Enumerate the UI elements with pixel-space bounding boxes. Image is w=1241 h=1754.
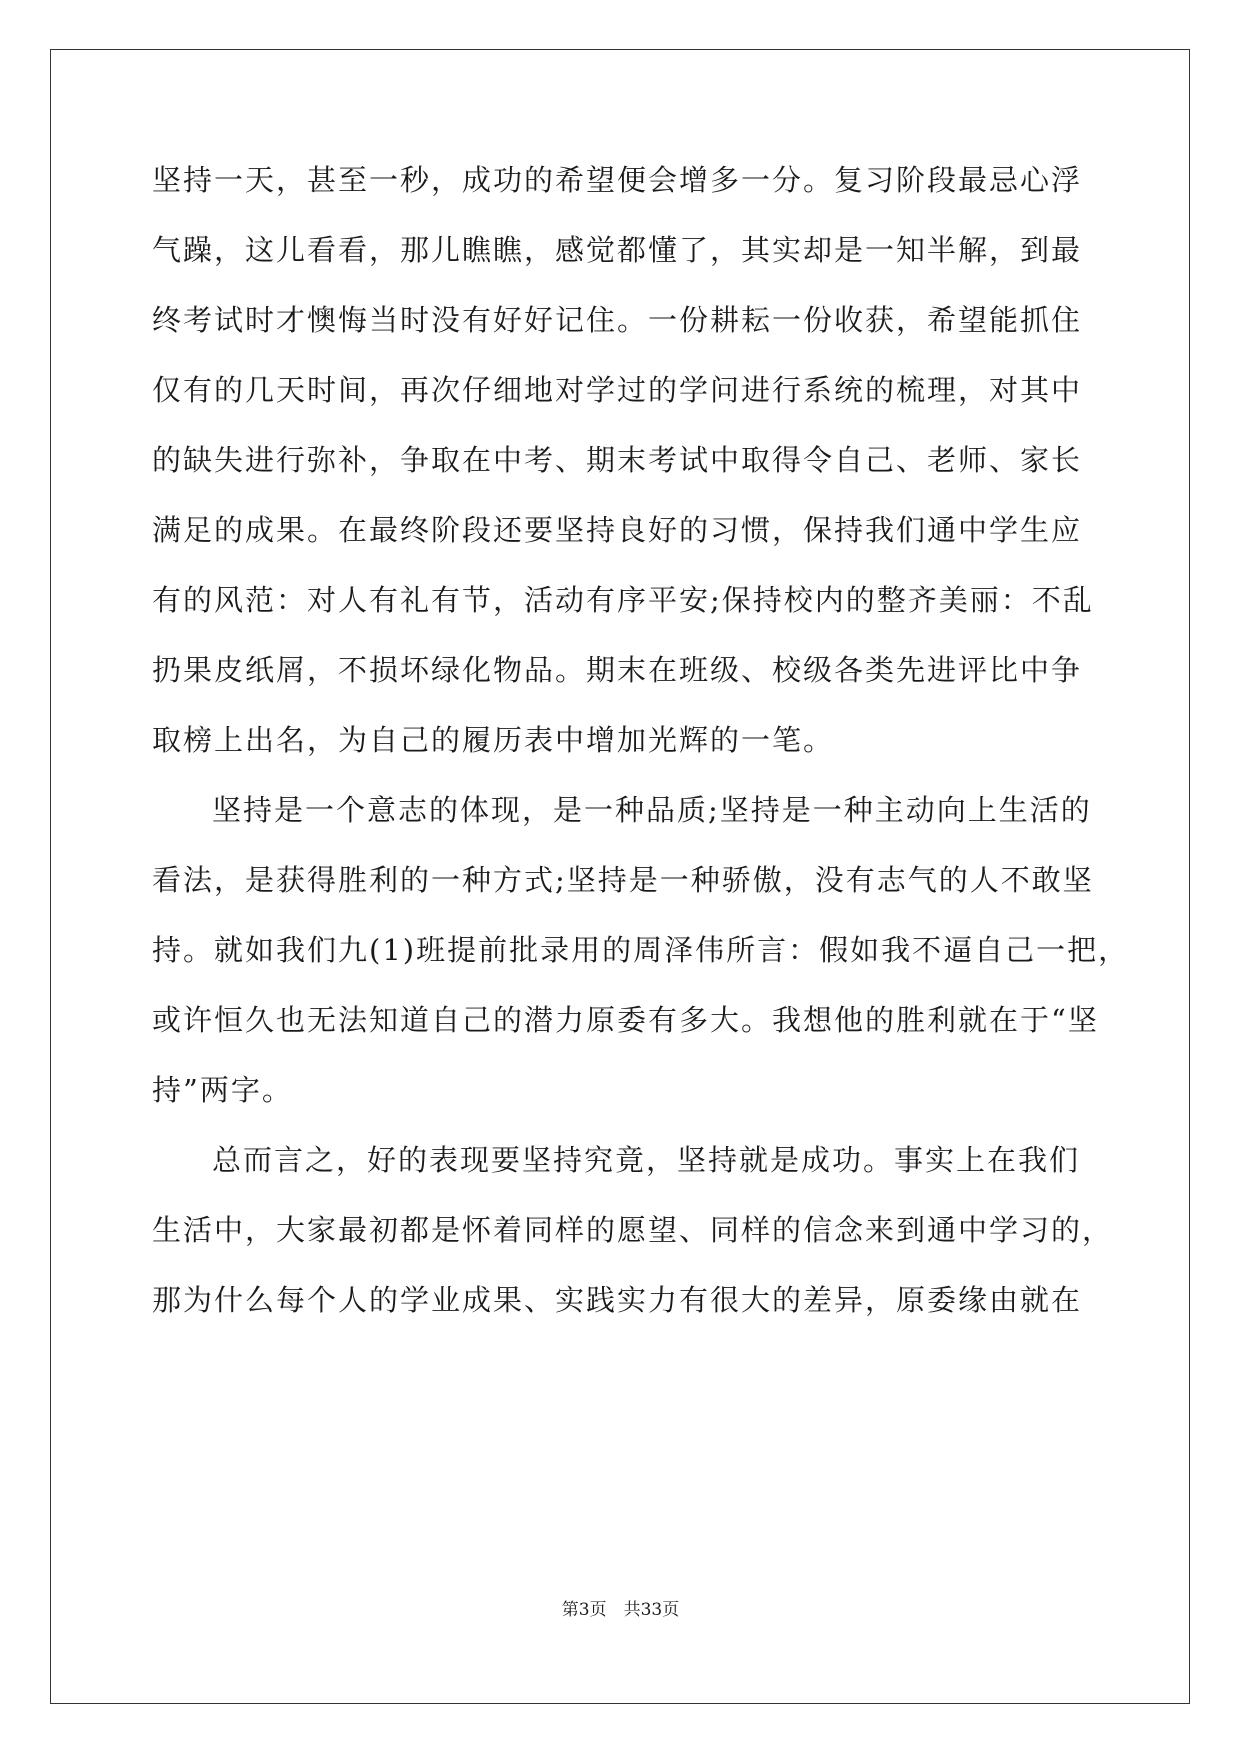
text-line: 持”两字。 (152, 1073, 293, 1107)
text-line: 满足的成果。在最终阶段还要坚持良好的习惯，保持我们通中学生应 (152, 513, 1083, 547)
paragraph-first-line: 坚持是一个意志的体现，是一种品质;坚持是一种主动向上生活的 (212, 793, 1092, 827)
page-number: 第3页 共33页 (561, 1600, 680, 1620)
text-line: 那为什么每个人的学业成果、实践实力有很大的差异，原委缘由就在 (152, 1283, 1083, 1317)
text-line: 生活中，大家最初都是怀着同样的愿望、同样的信念来到通中学习的， (152, 1213, 1114, 1247)
text-line: 终考试时才懊悔当时没有好好记住。一份耕耘一份收获，希望能抓住 (152, 303, 1083, 337)
text-line: 坚持一天，甚至一秒，成功的希望便会增多一分。复习阶段最忌心浮 (152, 163, 1083, 197)
text-line: 的缺失进行弥补，争取在中考、期末考试中取得令自己、老师、家长 (152, 443, 1083, 477)
paragraph-first-line: 总而言之，好的表现要坚持究竟，坚持就是成功。事实上在我们 (212, 1143, 1081, 1177)
text-line: 气躁，这儿看看，那儿瞧瞧，感觉都懂了，其实却是一知半解，到最 (152, 233, 1083, 267)
text-line: 扔果皮纸屑，不损坏绿化物品。期末在班级、校级各类先进评比中争 (152, 653, 1083, 687)
text-line: 或许恒久也无法知道自己的潜力原委有多大。我想他的胜利就在于“坚 (152, 1003, 1099, 1037)
text-line: 取榜上出名，为自己的履历表中增加光辉的一笔。 (152, 723, 835, 757)
text-line: 仅有的几天时间，再次仔细地对学过的学问进行系统的梳理，对其中 (152, 373, 1083, 407)
text-line: 有的风范：对人有礼有节，活动有序平安;保持校内的整齐美丽：不乱 (152, 583, 1094, 617)
text-line: 看法，是获得胜利的一种方式;坚持是一种骄傲，没有志气的人不敢坚 (152, 863, 1094, 897)
text-line: 持。就如我们九(1)班提前批录用的周泽伟所言：假如我不逼自己一把， (152, 933, 1130, 967)
